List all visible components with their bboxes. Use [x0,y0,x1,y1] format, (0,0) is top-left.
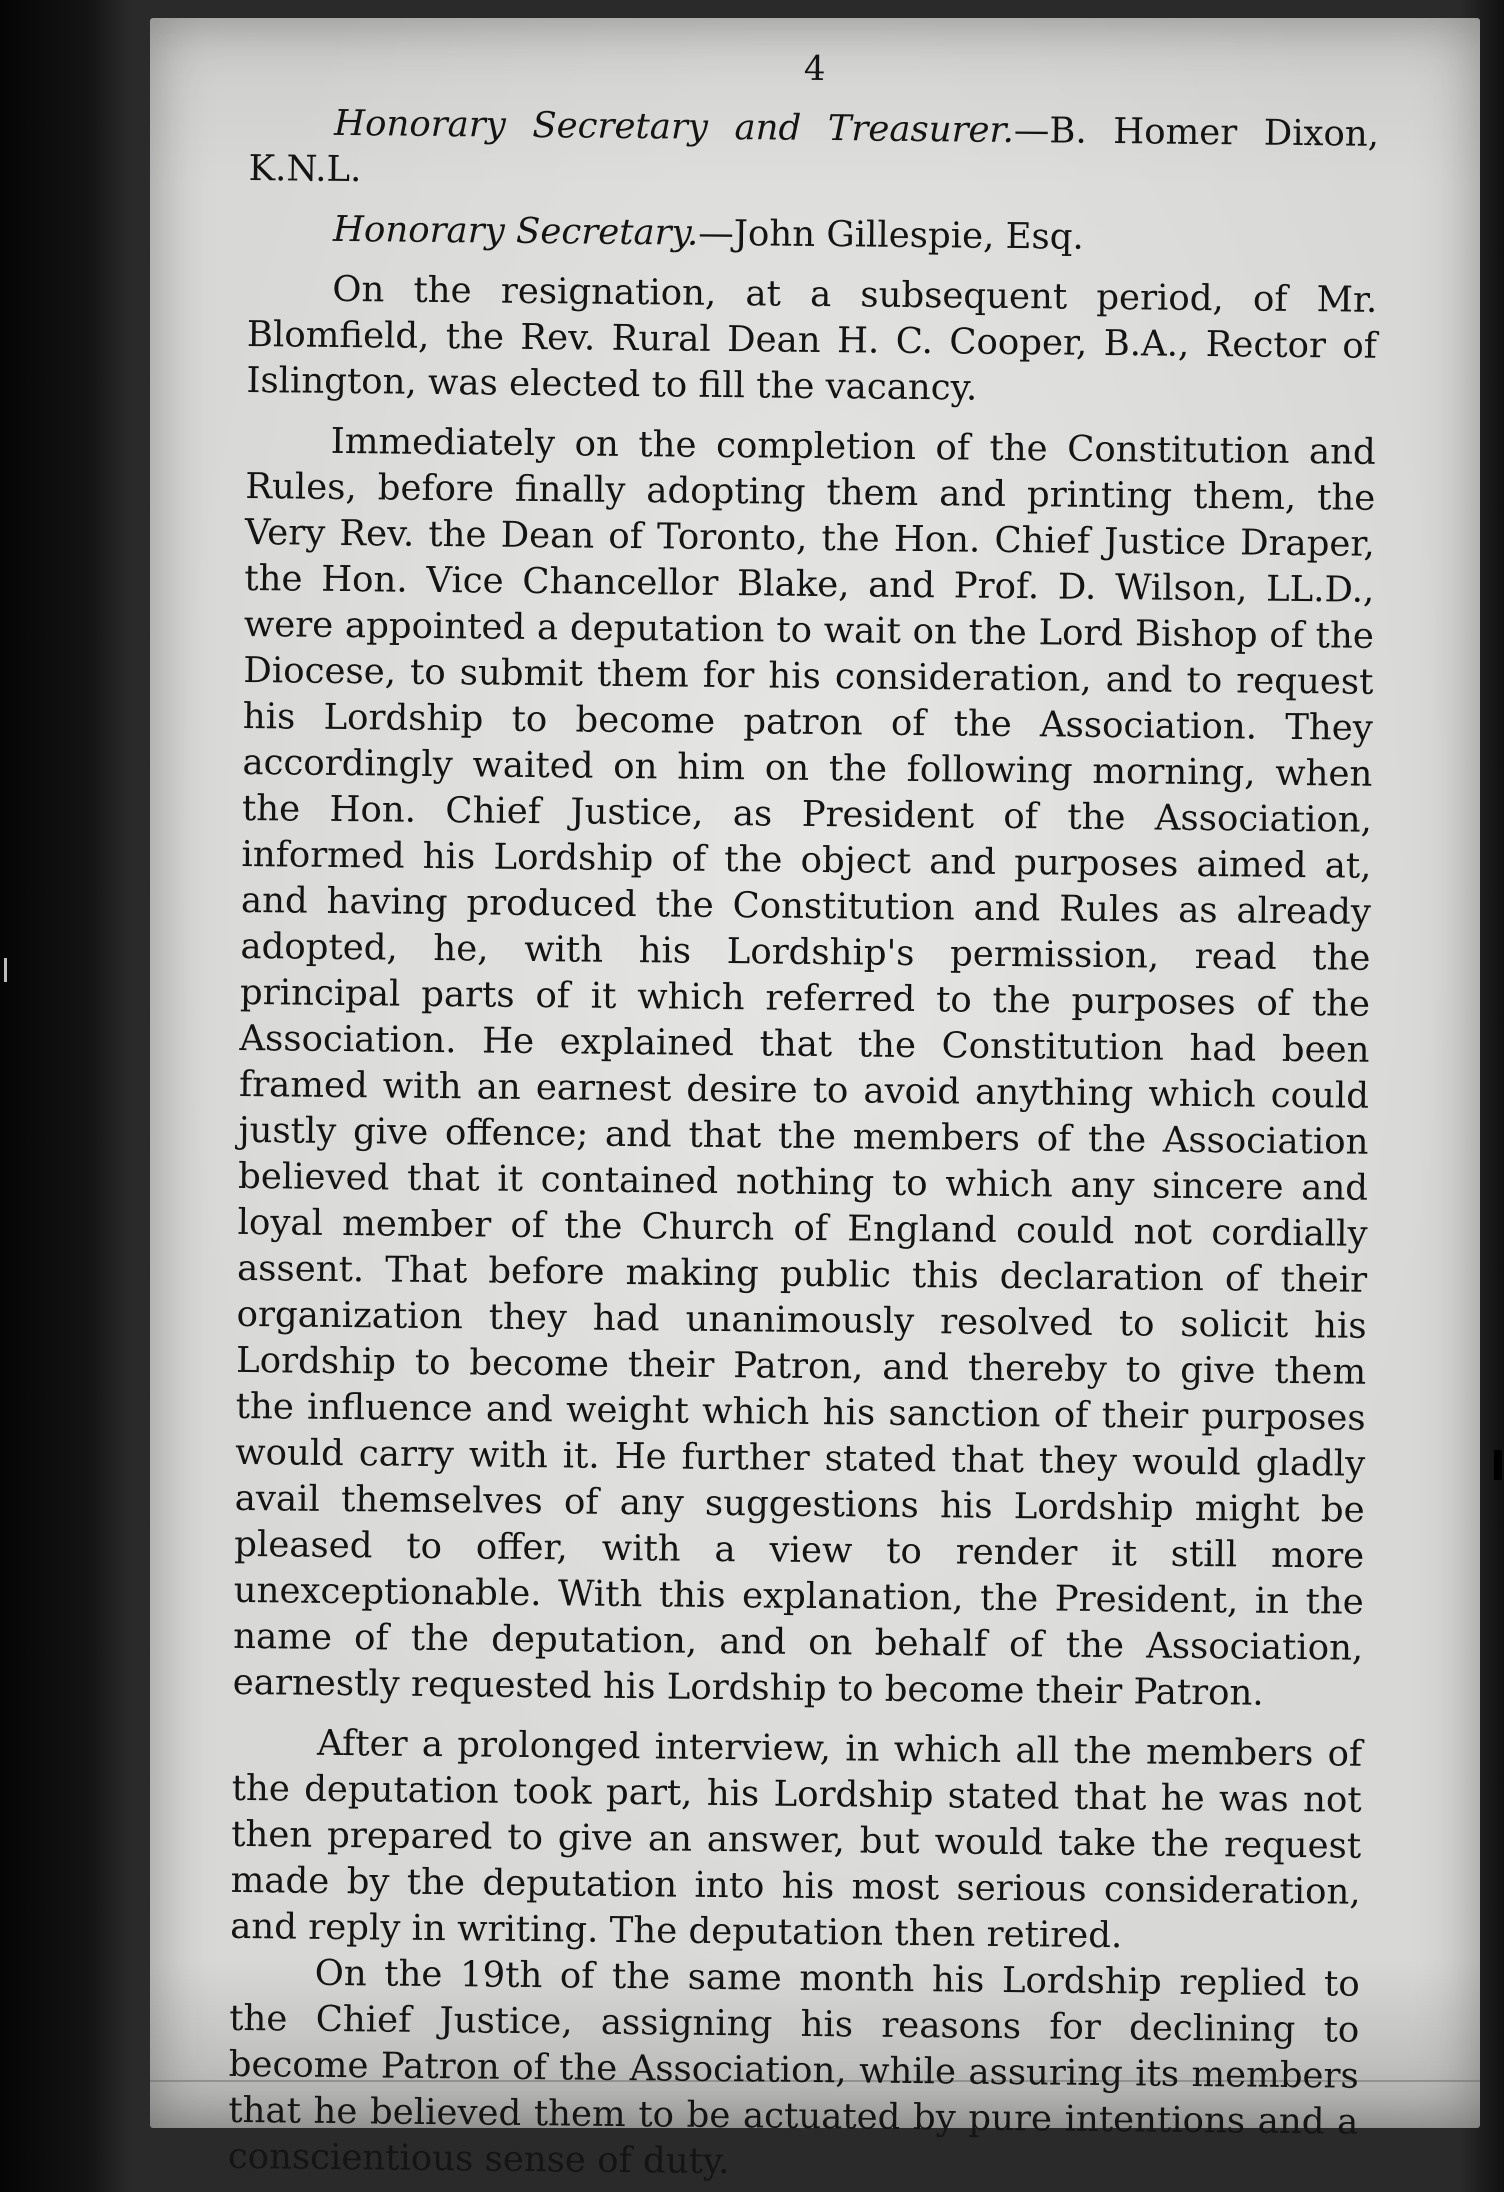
margin-mark [1494,1450,1502,1480]
paragraph-resignation: On the resignation, at a subsequent period, of Mr. Blomfield, the Rev. Rural Dean H. C. Cooper, B.A., Rector of Islington, was elected to fill the vacancy. [246,268,1378,409]
page-number: 4 [803,48,826,90]
role-holder: —John Gillespie, Esq. [698,212,1084,258]
role-label: Honorary Secretary. [332,208,699,254]
paragraph-reply: On the 19th of the same month his Lordship replied to the Chief Justice, assigning his reasons for declining to become Patron of the Association, while assuring its members that he believed them to be actuated by pure intentions and a conscientious sense of duty. [227,1952,1360,2183]
page-text [228,40,1380,2192]
margin-mark [4,958,7,982]
paragraph-secretary [248,206,1378,264]
paragraph-deputation: Immediately on the completion of the Constitution and Rules, before finally adopting them and printing them, the Very Rev. the Dean of Toronto, the Hon. Chief Justice Draper, the Hon. Vice Chancellor Blake, and Prof. D. Wilson, LL.D., were appointed a deputation to wait on the Lord Bishop of the Diocese, to submit them for his consideration, and to request his Lordship to become patron of the Association. They accordingly waited on him on the following morning, when the Hon. Chief Justice, as President of the Association, informed his Lordship of the object and purposes aimed at, and having produced the Constitution and Rules as already adopted, he, with his Lordship's permission, read the principal parts of it which referred to the purposes of the Association. He explained that the Constitution had been framed with an earnest desire to avoid anything which could justly give offence; and that the members of the Association believed that it contained nothing to which any sincere and loyal member of the Church of England could not cordially assent. That before making public this declaration of their organization they had unanimously resolved to solicit his Lordship to become their Patron, and thereby to give them the influence and weight which his sanction of their purposes would carry with it. He further stated that they would gladly avail themselves of any suggestions his Lordship might be pleased to offer, with a view to render it still more unexceptionable. With this explanation, the President, in the name of the deputation, and on behalf of the Association, earnestly requested his Lordship to become their Patron. [232,420,1376,1714]
role-holder: —B. Homer Dixon, K.N.L. [248,110,1380,191]
paragraph-interview: After a prolonged interview, in which all the members of the deputation took part, his Lordship stated that he was not then prepared to give an answer, but would take the request made by the deputation into his most serious consideration, and reply in writing. The deputation then retired. [230,1722,1363,1957]
paragraph-treasurer [248,100,1379,204]
role-label: Honorary Secretary and Treasurer. [333,102,1015,152]
